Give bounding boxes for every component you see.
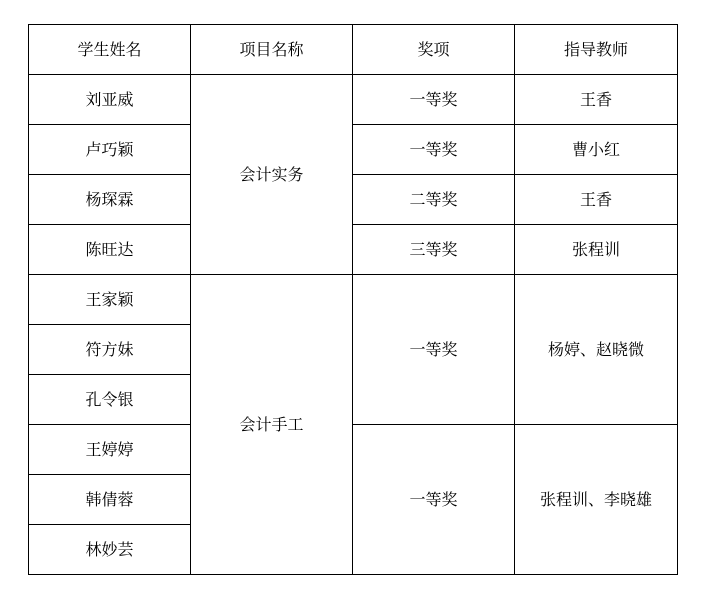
project-name-cell: 会计实务 xyxy=(191,75,353,275)
header-project-name: 项目名称 xyxy=(191,25,353,75)
student-name-cell: 杨琛霖 xyxy=(29,175,191,225)
award-cell: 一等奖 xyxy=(353,275,515,425)
table-row xyxy=(29,425,678,475)
student-name-cell: 孔令银 xyxy=(29,375,191,425)
table-header-row xyxy=(29,25,678,75)
header-advisor: 指导教师 xyxy=(515,25,678,75)
advisor-cell: 曹小红 xyxy=(515,125,678,175)
table-row xyxy=(29,275,678,325)
award-cell: 一等奖 xyxy=(353,75,515,125)
student-name-cell: 陈旺达 xyxy=(29,225,191,275)
advisor-cell: 张程训、李晓雄 xyxy=(515,425,678,575)
student-name-cell: 王家颖 xyxy=(29,275,191,325)
table-row xyxy=(29,175,678,225)
project-name-cell: 会计手工 xyxy=(191,275,353,575)
advisor-cell: 杨婷、赵晓微 xyxy=(515,275,678,425)
table-row xyxy=(29,225,678,275)
student-name-cell: 刘亚威 xyxy=(29,75,191,125)
student-name-cell: 林妙芸 xyxy=(29,525,191,575)
table-row xyxy=(29,75,678,125)
student-name-cell: 韩倩蓉 xyxy=(29,475,191,525)
award-cell: 二等奖 xyxy=(353,175,515,225)
award-cell: 一等奖 xyxy=(353,425,515,575)
advisor-cell: 张程训 xyxy=(515,225,678,275)
advisor-cell: 王香 xyxy=(515,75,678,125)
student-name-cell: 王婷婷 xyxy=(29,425,191,475)
header-award: 奖项 xyxy=(353,25,515,75)
award-cell: 一等奖 xyxy=(353,125,515,175)
student-name-cell: 符方妹 xyxy=(29,325,191,375)
awards-table xyxy=(28,24,678,575)
header-student-name: 学生姓名 xyxy=(29,25,191,75)
student-name-cell: 卢巧颖 xyxy=(29,125,191,175)
table-row xyxy=(29,125,678,175)
advisor-cell: 王香 xyxy=(515,175,678,225)
award-cell: 三等奖 xyxy=(353,225,515,275)
